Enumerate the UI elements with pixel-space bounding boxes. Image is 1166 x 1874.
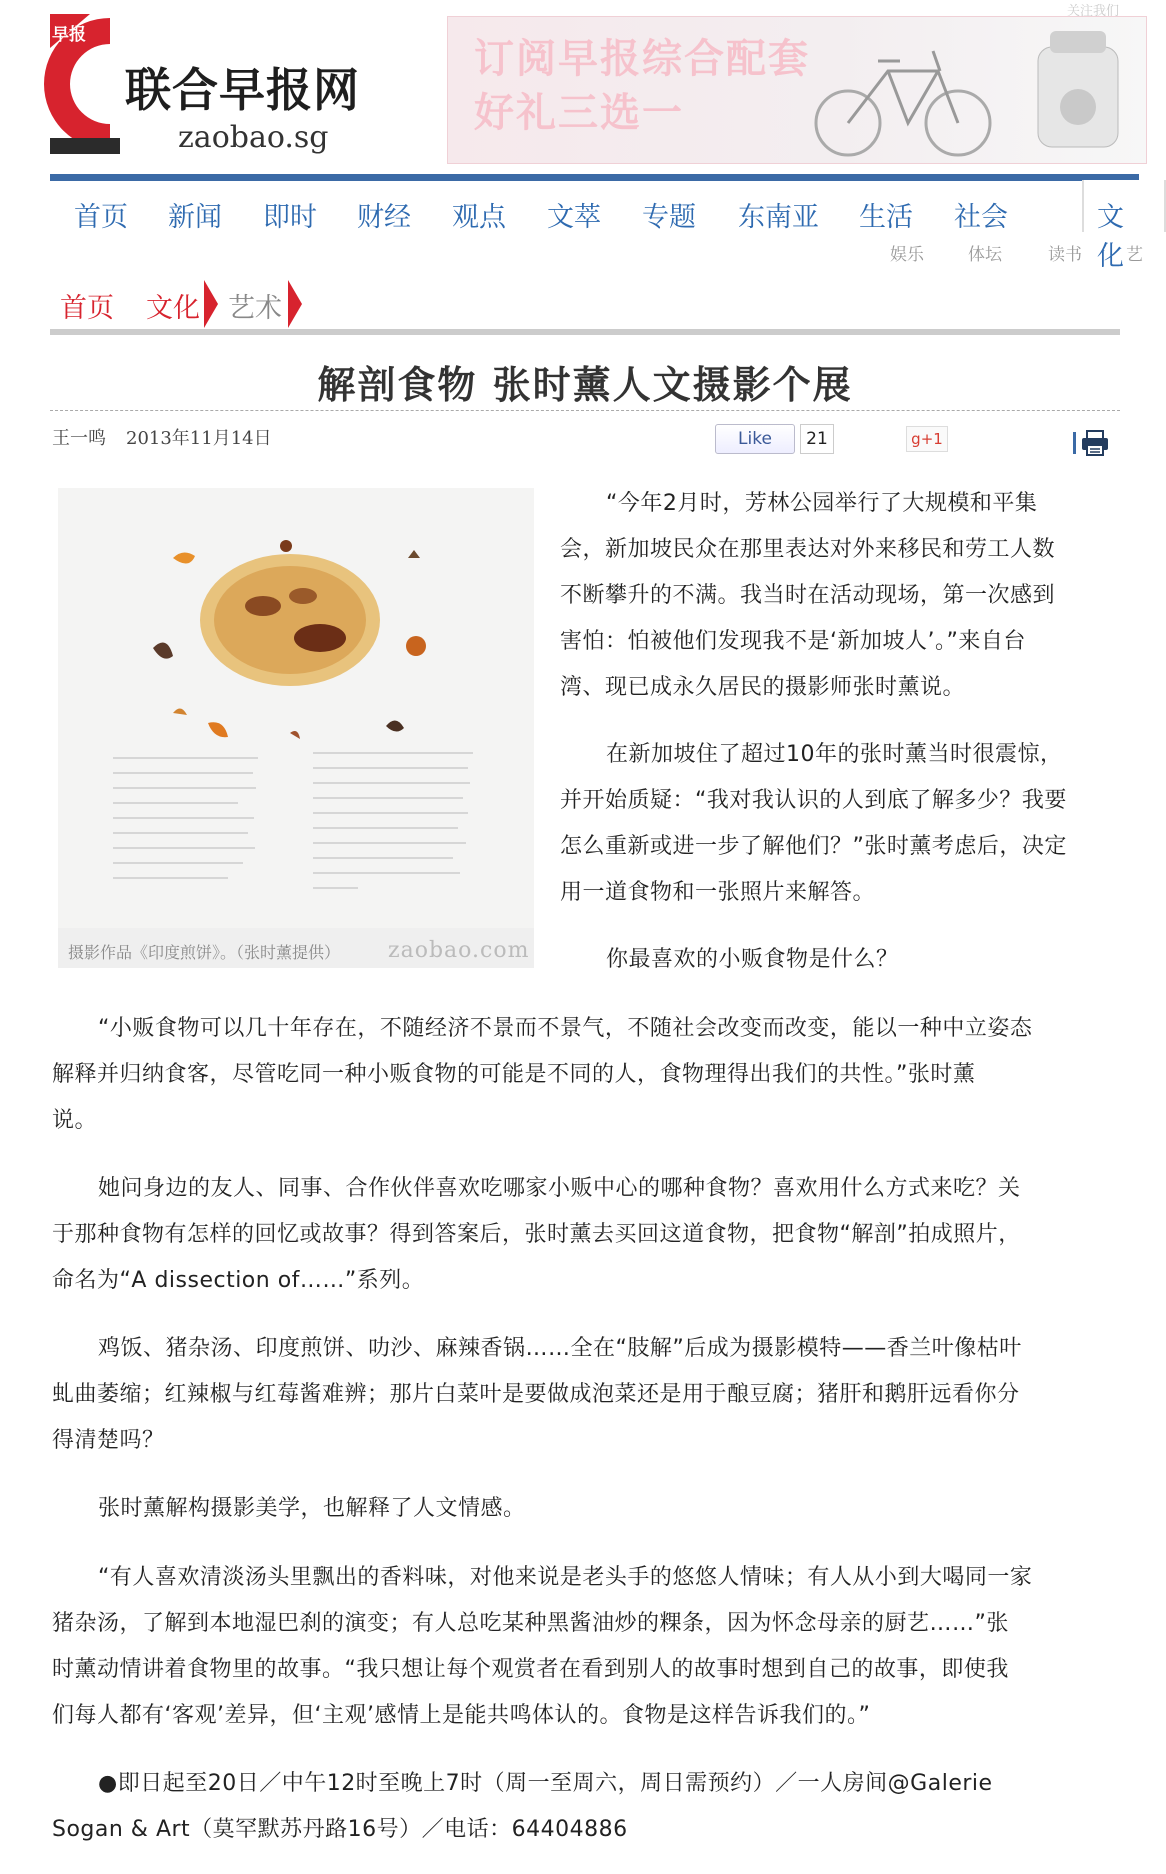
article-paragraph [52,1555,1132,1739]
watermark: zaobao.com [388,938,530,963]
paragraph-line: 会，新加坡民众在那里表达对外来移民和劳工人数 [560,537,1056,562]
paragraph-line: 说。 [52,1108,98,1133]
appliance-icon [1018,27,1138,159]
google-plus-button[interactable]: g+1 [906,426,948,452]
article-paragraph [560,481,1110,711]
paragraph-line: 于那种食物有怎样的回忆或故事？得到答案后，张时薰去买回这道食物，把食物“解剖”拍成照片， [52,1222,1021,1247]
nav-item-news[interactable]: 新闻 [168,202,222,233]
bicycle-icon [808,31,998,161]
like-count: 21 [800,424,834,454]
article-paragraph [52,1326,1132,1464]
article-paragraph [560,732,1110,916]
article-author[interactable]: 王一鸣 [52,428,106,449]
logo-domain: zaobao.sg [178,120,329,155]
breadcrumb-arrow-icon [288,280,302,328]
nav-item-society[interactable]: 社会 [954,202,1008,233]
paragraph-line: 鸡饭、猪杂汤、印度煎饼、叻沙、麻辣香锅……全在“肢解”后成为摄影模特——香兰叶像枯叶 [98,1336,1022,1361]
article-paragraph [52,1166,1132,1304]
subnav-item-books[interactable]: 读书 [1048,245,1082,265]
banner-subline: 好礼三选一 [474,89,684,136]
paragraph-line: Sogan & Art（莫罕默苏丹路16号）／电话：64404886 [52,1817,628,1842]
nav-item-special[interactable]: 专题 [642,202,696,233]
top-right-link[interactable]: 关注我们 [1066,4,1119,19]
like-label: Like [738,429,772,449]
paragraph-line: 虬曲萎缩；红辣椒与红莓酱难辨；那片白菜叶是要做成泡菜还是用于酿豆腐；猪肝和鹅肝远看你分 [52,1382,1020,1407]
print-divider [1073,432,1076,454]
nav-item-lifestyle[interactable]: 生活 [859,202,913,233]
paragraph-line: ●即日起至20日／中午12时至晚上7时（周一至周六，周日需预约）／一人房间@Galerie [98,1771,993,1796]
paragraph-line: “有人喜欢清淡汤头里飘出的香料味，对他来说是老头手的悠悠人情味；有人从小到大喝同一家 [98,1565,1033,1590]
photo-food-illustration [58,488,534,928]
subnav-item-entertainment[interactable]: 娱乐 [890,245,924,265]
article-date: 2013年11月14日 [126,428,272,449]
banner-headline: 订阅早报综合配套 [474,35,810,82]
breadcrumb-arrow-icon [204,280,218,328]
paragraph-line: 她问身边的友人、同事、合作伙伴喜欢吃哪家小贩中心的哪种食物？喜欢用什么方式来吃？关 [98,1176,1021,1201]
paragraph-line: 不断攀升的不满。我当时在活动现场，第一次感到 [560,583,1056,608]
paragraph-line: 害怕：怕被他们发现我不是‘新加坡人’。”来自台 [560,629,1026,654]
subnav-item-sports[interactable]: 体坛 [968,245,1002,265]
nav-item-southeast-asia[interactable]: 东南亚 [738,202,819,233]
article-subheading [560,937,1110,983]
article-title: 解剖食物 张时薰人文摄影个展 [317,362,853,407]
nav-item-opinion[interactable]: 观点 [452,202,506,233]
site-logo[interactable] [50,14,390,164]
breadcrumb-culture[interactable]: 文化 [146,293,200,324]
article-paragraph [52,1006,1132,1144]
paragraph-line: 怎么重新或进一步了解他们？”张时薰考虑后，决定 [560,834,1067,859]
nav-item-culture[interactable]: 文化 [1097,202,1124,272]
paragraph-line: 猪杂汤，了解到本地湿巴刹的演变；有人总吃某种黑酱油炒的粿条，因为怀念母亲的厨艺……”张 [52,1611,1009,1636]
breadcrumb-divider [50,329,1120,335]
nav-item-realtime[interactable]: 即时 [263,202,317,233]
print-icon[interactable] [1080,428,1110,458]
breadcrumb [50,276,1120,332]
paragraph-line: 用一道食物和一张照片来解答。 [560,880,876,905]
paragraph-line: 并开始质疑：“我对我认识的人到底了解多少？我要 [560,788,1067,813]
logo-chinese-name: 联合早报网 [125,63,360,117]
paragraph-line: 时薰动情讲着食物里的故事。“我只想让每个观赏者在看到别人的故事时想到自己的故事，即使我 [52,1657,1009,1682]
facebook-like-button[interactable] [715,424,795,454]
paragraph-line: 们每人都有‘客观’差异，但‘主观’感情上是能共鸣体认的。食物是这样告诉我们的。” [52,1703,871,1728]
article-photo[interactable] [58,488,534,928]
paragraph-line: “小贩食物可以几十年存在，不随经济不景而不景气，不随社会改变而改变，能以一种中立姿态 [98,1016,1033,1041]
paragraph-line: “今年2月时，芳林公园举行了大规模和平集 [606,491,1038,516]
nav-item-finance[interactable]: 财经 [357,202,411,233]
title-divider [50,410,1120,411]
event-info [52,1761,1132,1853]
photo-caption: 摄影作品《印度煎饼》。（张时薰提供） [68,943,341,962]
nav-item-home[interactable]: 首页 [74,202,128,233]
article-paragraph [52,1486,1132,1532]
logo-corner-text: 早报 [52,25,86,45]
paragraph-line: 你最喜欢的小贩食物是什么？ [606,947,899,972]
subnav-item-arts[interactable]: 艺 [1126,245,1143,265]
paragraph-line: 在新加坡住了超过10年的张时薰当时很震惊， [606,742,1063,767]
paragraph-line: 解释并归纳食客，尽管吃同一种小贩食物的可能是不同的人，食物理得出我们的共性。”张时薰 [52,1062,976,1087]
paragraph-line: 命名为“A dissection of……”系列。 [52,1268,425,1293]
photo-caption-bar [58,928,534,968]
paragraph-line: 张时薰解构摄影美学，也解释了人文情感。 [98,1496,526,1521]
breadcrumb-home[interactable]: 首页 [60,293,114,324]
paragraph-line: 得清楚吗？ [52,1428,165,1453]
breadcrumb-current: 艺术 [228,293,282,324]
ad-banner[interactable] [447,16,1147,164]
nav-item-digest[interactable]: 文萃 [547,202,601,233]
paragraph-line: 湾、现已成永久居民的摄影师张时薰说。 [560,675,966,700]
